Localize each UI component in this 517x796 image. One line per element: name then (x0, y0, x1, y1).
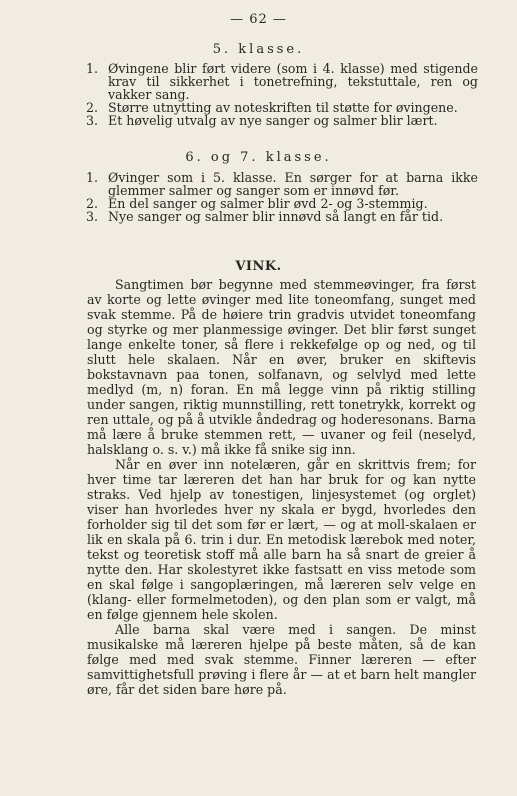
vink-heading: VINK. (235, 259, 282, 274)
vink-paragraph-3: Alle barna skal være med i sangen. De minst musikalske må læreren hjelpe på beste måten, så de kan følge med med svak stemme. Finner læreren — efter samvittighetsfull prøving i flere år — at et barn helt mangler øre, får det siden bare høre på. (87, 622, 476, 697)
class6-7-list (86, 171, 478, 223)
class5-heading: 5. klasse. (212, 42, 305, 57)
list-item-text: Øvingene blir ført videre (som i 4. klasse) med stigende krav til sikkerhet i tonetrefning, tekstuttale, ren og vakker sang. (108, 61, 478, 102)
page-number: — 62 — (230, 12, 287, 27)
list-item-text: Større utnytting av noteskriften til støtte for øvingene. (108, 100, 458, 115)
list-item-text: En del sanger og salmer blir øvd 2- og 3-stemmig. (108, 196, 428, 211)
class5-list (86, 62, 478, 127)
list-item-number: 3. (86, 113, 99, 128)
list-item-text: Et høvelig utvalg av nye sanger og salmer blir lært. (108, 113, 438, 128)
list-item (86, 210, 478, 223)
vink-paragraph-1: Sangtimen bør begynne med stemmeøvinger, fra først av korte og lette øvinger med lite toneomfang, sunget med svak stemme. På de høiere trin gradvis utvidet toneomfang og styrke og mer planmessige øvinger. Det blir først sunget lange enkelte toner, så flere i rekkefølge op og ned, og til slutt hele skalaen. Når en øver, bruker en skiftevis bokstavnavn paa tonen, solfanavn, og selvlyd med lette medlyd (m, n) foran. En må legge vinn på riktig stilling under sangen, riktig munnstilling, rett tonetrykk, korrekt og ren uttale, og på å utvikle åndedrag og hoderesonans. Barna må lære å bruke stemmen rett, — uvaner og feil (neselyd, halsklang o. s. v.) må ikke få snike sig inn. (87, 277, 476, 457)
list-item-number: 1. (86, 170, 99, 185)
list-item-number: 3. (86, 209, 99, 224)
list-item-number: 1. (86, 61, 99, 76)
class6-7-heading: 6. og 7. klasse. (185, 150, 332, 165)
list-item (86, 171, 478, 197)
list-item-text: Øvinger som i 5. klasse. En sørger for at barna ikke glemmer salmer og sanger som er innøvd før. (108, 170, 478, 198)
list-item (86, 114, 478, 127)
list-item (86, 62, 478, 101)
list-item-number: 2. (86, 196, 99, 211)
list-item-text: Nye sanger og salmer blir innøvd så langt en får tid. (108, 209, 444, 224)
list-item-number: 2. (86, 100, 99, 115)
vink-body (87, 277, 476, 697)
vink-paragraph-2: Når en øver inn notelæren, går en skrittvis frem; for hver time tar læreren det han har bruk for og kan nytte straks. Ved hjelp av tonestigen, linjesystemet (og orglet) viser han hvorledes hver ny skala er bygd, hvorledes den forholder sig til det som før er lært, — og at moll-skalaen er lik en skala på 6. trin i dur. En metodisk lærebok med noter, tekst og teoretisk stoff må alle barn ha så snart de greier å nytte den. Har skolestyret ikke fastsatt en viss metode som en skal følge i sangoplæringen, må læreren selv velge en (klang- eller formelmetoden), og den plan som er valgt, må en følge gjennem hele skolen. (87, 457, 476, 622)
